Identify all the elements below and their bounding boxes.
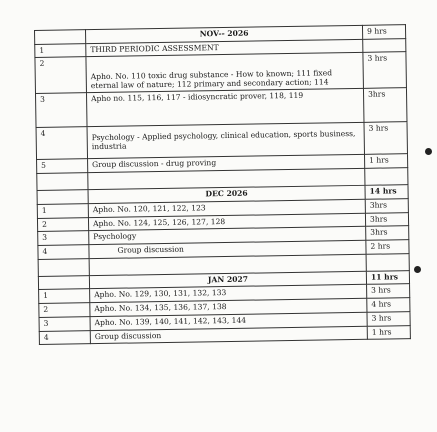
punch-hole-mark (414, 266, 421, 273)
punch-hole-mark (425, 148, 432, 155)
row-hours: 3hrs (363, 88, 407, 123)
section-heading: JAN 2027 (89, 271, 366, 289)
row-hours: 1 hrs (365, 154, 408, 168)
table-row (35, 52, 407, 94)
section-total: 9 hrs (362, 25, 405, 39)
row-number: 4 (38, 245, 89, 260)
row-hours: 3 hrs (367, 284, 410, 298)
row-hours (363, 38, 406, 52)
row-hours: 1 hrs (367, 325, 410, 339)
row-topic: THIRD PERIODIC ASSESSMENT (86, 39, 363, 57)
row-hours: 3 hrs (364, 122, 407, 155)
row-number: 1 (39, 289, 90, 304)
row-hours: 3hrs (365, 199, 408, 213)
row-number: 4 (39, 330, 90, 345)
row-topic: Apho. No. 129, 130, 131, 132, 133 (90, 285, 367, 303)
blank-cell (38, 275, 89, 290)
row-hours: 3hrs (365, 212, 408, 226)
row-hours: 2 hrs (366, 240, 409, 254)
row-topic: Apho. No. 139, 140, 141, 142, 143, 144 (90, 312, 367, 330)
row-hours: 3 hrs (367, 312, 410, 326)
row-number: 1 (35, 43, 86, 58)
row-topic: Psychology - Applied psychology, clinical education, sports business, industria (87, 123, 364, 159)
row-topic: Apho. No. 120, 121, 122, 123 (88, 199, 365, 217)
row-topic: Apho. No. 110 toxic drug substance - How to known; 111 fixed eternal law of nature; 112 primary and secondary action; 114 (86, 53, 364, 93)
section-heading: DEC 2026 (88, 185, 365, 203)
row-topic: Psychology (89, 227, 366, 245)
row-number: 3 (39, 317, 90, 332)
row-topic: Apho no. 115, 116, 117 - idiosyncratic prover, 118, 119 (86, 89, 363, 127)
row-hours: 4 hrs (367, 298, 410, 312)
row-number: 3 (38, 231, 89, 246)
row-topic: Group discussion (90, 326, 367, 344)
table-row (36, 88, 407, 128)
section-heading: NOV-- 2026 (86, 25, 363, 43)
row-number: 2 (37, 217, 88, 232)
row-number: 2 (39, 303, 90, 318)
schedule-table (34, 24, 411, 345)
row-topic: Group discussion (89, 240, 366, 258)
row-number: 1 (37, 204, 88, 219)
row-topic: Apho. No. 134, 135, 136, 137, 138 (90, 298, 367, 316)
row-topic: Group discussion - drug proving (88, 155, 365, 173)
row-number: 2 (35, 57, 87, 94)
row-topic: Apho. No. 124, 125, 126, 127, 128 (88, 213, 365, 231)
section-total: 14 hrs (365, 185, 408, 199)
row-number: 4 (36, 127, 87, 160)
row-hours: 3 hrs (363, 52, 407, 89)
section-total: 11 hrs (366, 270, 409, 284)
row-hours: 3hrs (366, 226, 409, 240)
blank-cell (37, 190, 88, 205)
row-number: 5 (37, 159, 88, 174)
row-number: 3 (36, 93, 88, 128)
blank-cell (35, 30, 86, 45)
